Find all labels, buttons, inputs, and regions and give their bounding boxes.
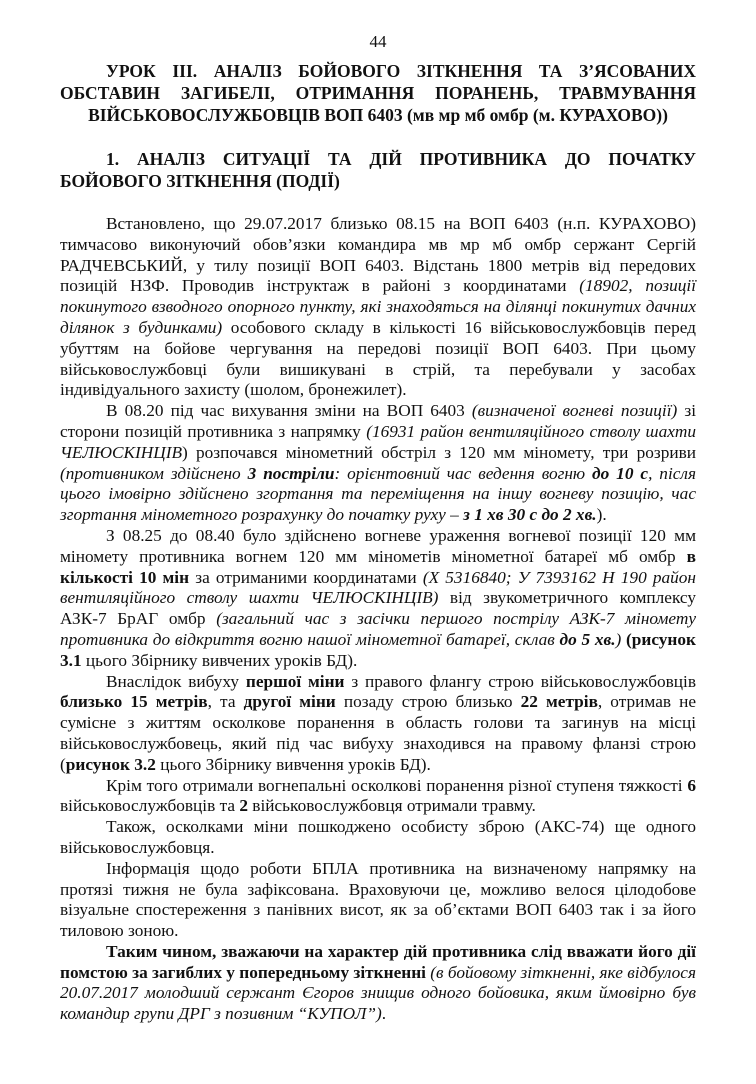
- paragraph-2: В 08.20 під час вихування зміни на ВОП 6403 (визначеної вогневі позиції) зі сторони позицій противника з напрямку (16931 район вентиляційного стволу шахти ЧЕЛЮСКІНЦІВ) розпочався мінометний обстріл з 120 мм мінометy, три розриви (противником здійснено 3 постріли: орієнтовний час ведення вогню до 10 с, після цього імовірно здійснено згортання та переміщення на іншу вогневу позицію, час згортання мінометного розрахунку до початку руху – з 1 хв 30 с до 2 хв.).: [60, 401, 697, 525]
- paragraph-7: Інформація щодо роботи БПЛА противника на визначеному напрямку на протязі тижня не була зафіксована. Враховуючи це, можливо велося цілодобове візуальне спостереження з панівних висот, як за об’єктами ВОП 6403 так і за його тиловою зоною.: [60, 858, 696, 941]
- lesson-title: УРОК ІІІ. АНАЛІЗ БОЙОВОГО ЗІТКНЕННЯ ТА З’ЯСОВАНИХ ОБСТАВИН ЗАГИБЕЛІ, ОТРИМАННЯ ПОРАНЕНЬ, ТРАВМУВАННЯ ВІЙСЬКОВОСЛУЖБОВЦІВ ВОП 6403 (мв мр мб омбр (м. КУРАХОВО)): [60, 61, 696, 125]
- paragraph-3: З 08.25 до 08.40 було здійснено вогневе ураження вогневої позиції 120 мм мінометy противника вогнем 120 мм мінометів мінометної батареї мб омбр в кількості 10 мін за отриманими координатами (Х 5316840; У 7393162 Н 190 район вентиляційного стволу шахти ЧЕЛЮСКІНЦІВ) від звукометричного комплексу АЗК-7 БрАГ омбр (загальний час з засічки першого пострілу АЗК-7 мінометy противника до відкриття вогню нашої мінометної батареї, склав до 5 хв.) (рисунок 3.1 цього Збірнику вивчених уроків БД).: [60, 525, 697, 670]
- section-title: 1. АНАЛІЗ СИТУАЦІЇ ТА ДІЙ ПРОТИВНИКА ДО ПОЧАТКУ БОЙОВОГО ЗІТКНЕННЯ (ПОДІЇ): [60, 149, 696, 191]
- paragraph-8: Таким чином, зважаючи на характер дій противника слід вважати його дії помстою за загиблих у попередньому зіткненні (в бойовому зіткненні, яке відбулося 20.07.2017 молодший сержант Єгоров знищив одного бойовика, яким ймовірно був командир групи ДРГ з позивним “КУПОЛ”).: [60, 941, 696, 1024]
- paragraph-4: Внаслідок вибуху першої міни з правого флангу строю військовослужбовців близько 15 метрів, та другої міни позаду строю близько 22 метрів, отримав не сумісне з життям осколкове поранення в область голови та загинув на місці військовослужбовець, який під час вибуху знаходився на правому фланзі строю (рисунок 3.2 цього Збірнику вивчення уроків БД).: [60, 671, 697, 774]
- paragraph-5: Крім того отримали вогнепальні осколкові поранення різної ступеня тяжкості 6 військовослужбовців та 2 військовослужбовця отримали травму.: [60, 775, 696, 816]
- paragraph-1: Встановлено, що 29.07.2017 близько 08.15 на ВОП 6403 (н.п. КУРАХОВО) тимчасово виконуючий обов’язки командира мв мр мб омбр сержант Сергій РАДЧЕВСЬКИЙ, у тилу позиції ВОП 6403. Відстань 1800 метрів від передових позицій НЗФ. Проводив інструктаж в районі з координатами (18902, позиції покинутого взводного опорного пункту, які знаходяться на ділянці покинутих дачних ділянок з будинками) особового складу в кількості 16 військовослужбовців перед убуттям на бойове чергування на передові позиції ВОП 6403. При цьому військовослужбовці були вишикувані в стрій, та перебували у засобах індивідуального захисту (шолом, бронежилет).: [60, 214, 697, 400]
- paragraph-6: Також, осколками міни пошкоджено особисту зброю (АКС-74) ще одного військовослужбовця.: [60, 817, 696, 857]
- page-number: 44: [369, 32, 387, 51]
- document-page: [60, 30, 696, 1025]
